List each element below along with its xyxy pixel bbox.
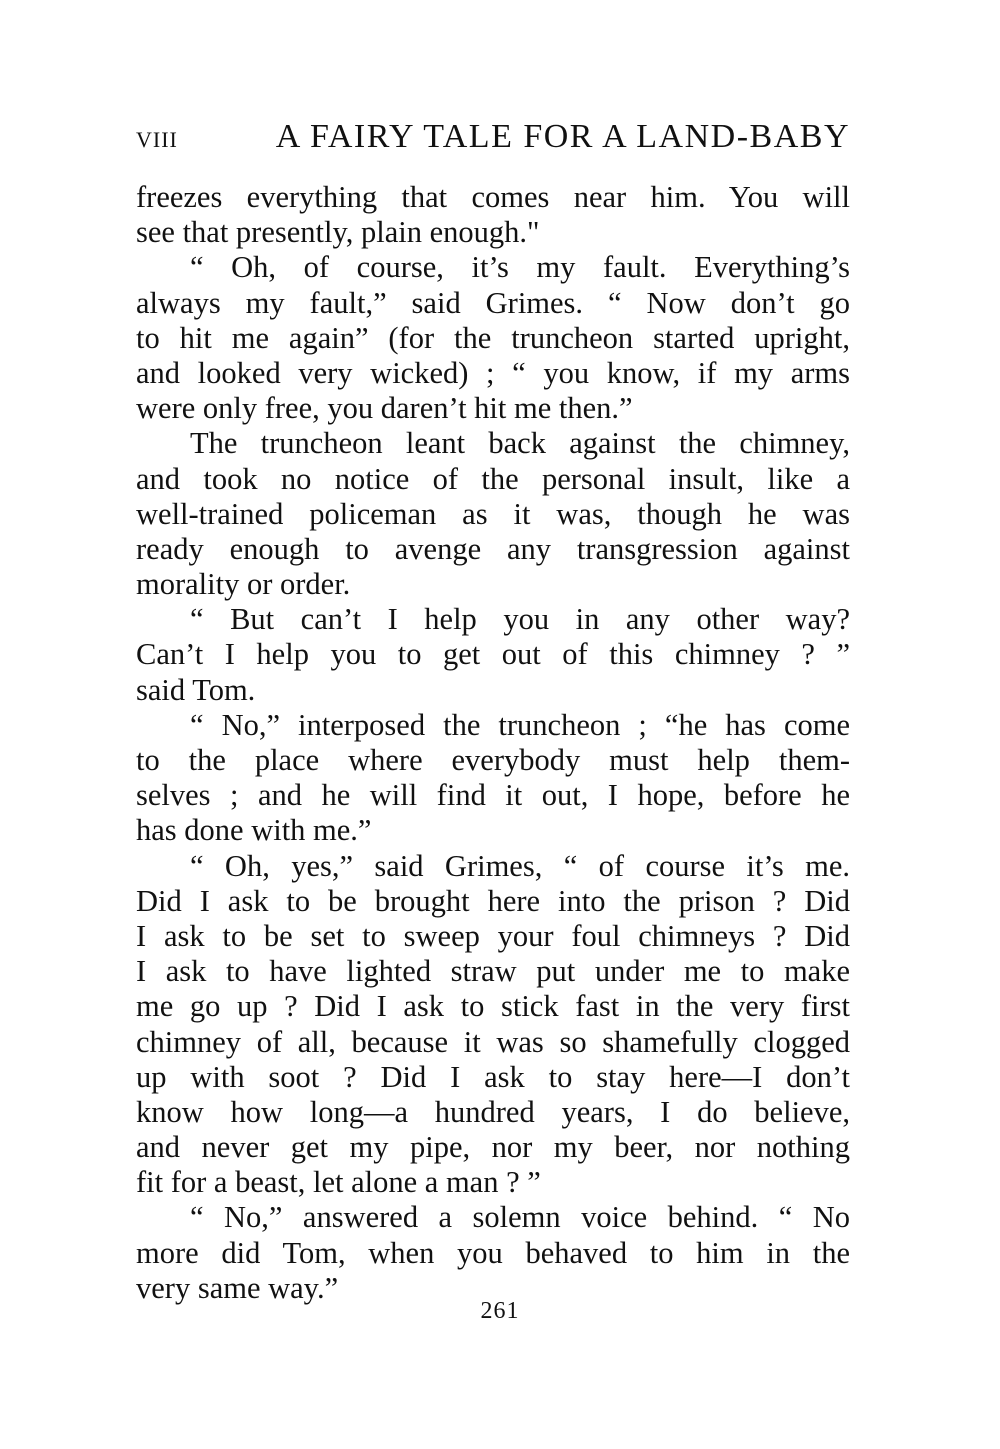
text-line: freezes everything that comes near him. You will [136, 180, 850, 214]
text-line: “ No,” interposed the truncheon ; “he has come [190, 707, 850, 742]
text-line: I ask to be set to sweep your foul chimneys ? Did [136, 918, 850, 953]
text-line: were only free, you daren’t hit me then.” [136, 391, 633, 426]
text-line: and looked very wicked) ; “ you know, if my arms [136, 355, 850, 390]
running-head [136, 118, 850, 162]
paragraph [136, 849, 850, 1201]
text-line: has done with me.” [136, 813, 372, 848]
text-line: more did Tom, when you behaved to him in the [136, 1235, 850, 1270]
text-line: know how long—a hundred years, I do believe, [136, 1094, 850, 1129]
text-line: me go up ? Did I ask to stick fast in the very first [136, 989, 850, 1024]
text-line: “ No,” answered a solemn voice behind. “ No [190, 1200, 850, 1235]
text-line: selves ; and he will find it out, I hope, before he [136, 778, 850, 813]
text-line: Did I ask to be brought here into the prison ? Did [136, 883, 850, 918]
paragraph [136, 602, 850, 708]
body-text [136, 180, 850, 1306]
text-line: well-trained policeman as it was, though he was [136, 496, 850, 531]
text-line: I ask to have lighted straw put under me to make [136, 954, 850, 989]
text-line: ready enough to avenge any transgression against [136, 531, 850, 566]
paragraph [136, 250, 850, 426]
text-line: chimney of all, because it was so shamefully clogged [136, 1024, 850, 1059]
text-line: “ Oh, yes,” said Grimes, “ of course it’s me. [190, 848, 850, 883]
paragraph [136, 426, 850, 602]
paragraph [136, 708, 850, 849]
text-line: The truncheon leant back against the chimney, [190, 426, 850, 461]
text-line: “ Oh, of course, it’s my fault. Everything’s [190, 250, 850, 285]
text-line: very same way.” [136, 1270, 339, 1305]
paragraph [136, 180, 850, 250]
text-line: said Tom. [136, 672, 256, 707]
folio-numeral: viii [136, 119, 178, 154]
text-line: always my fault,” said Grimes. “ Now don’t go [136, 285, 850, 320]
text-line: see that presently, plain enough." [136, 215, 540, 250]
text-line: morality or order. [136, 567, 351, 602]
text-line: and took no notice of the personal insult, like a [136, 461, 850, 496]
text-line: up with soot ? Did I ask to stay here—I don’t [136, 1059, 850, 1094]
page-number: 261 [480, 1298, 520, 1324]
paragraph [136, 1200, 850, 1306]
text-line: and never get my pipe, nor my beer, nor nothing [136, 1130, 850, 1165]
book-title: A FAIRY TALE FOR A LAND-BABY [275, 118, 850, 155]
text-line: “ But can’t I help you in any other way? [190, 602, 850, 637]
text-line: to hit me again” (for the truncheon started upright, [136, 320, 850, 355]
text-line: fit for a beast, let alone a man ? ” [136, 1165, 541, 1200]
text-line: Can’t I help you to get out of this chimney ? ” [136, 637, 850, 672]
text-line: to the place where everybody must help them- [136, 743, 850, 777]
